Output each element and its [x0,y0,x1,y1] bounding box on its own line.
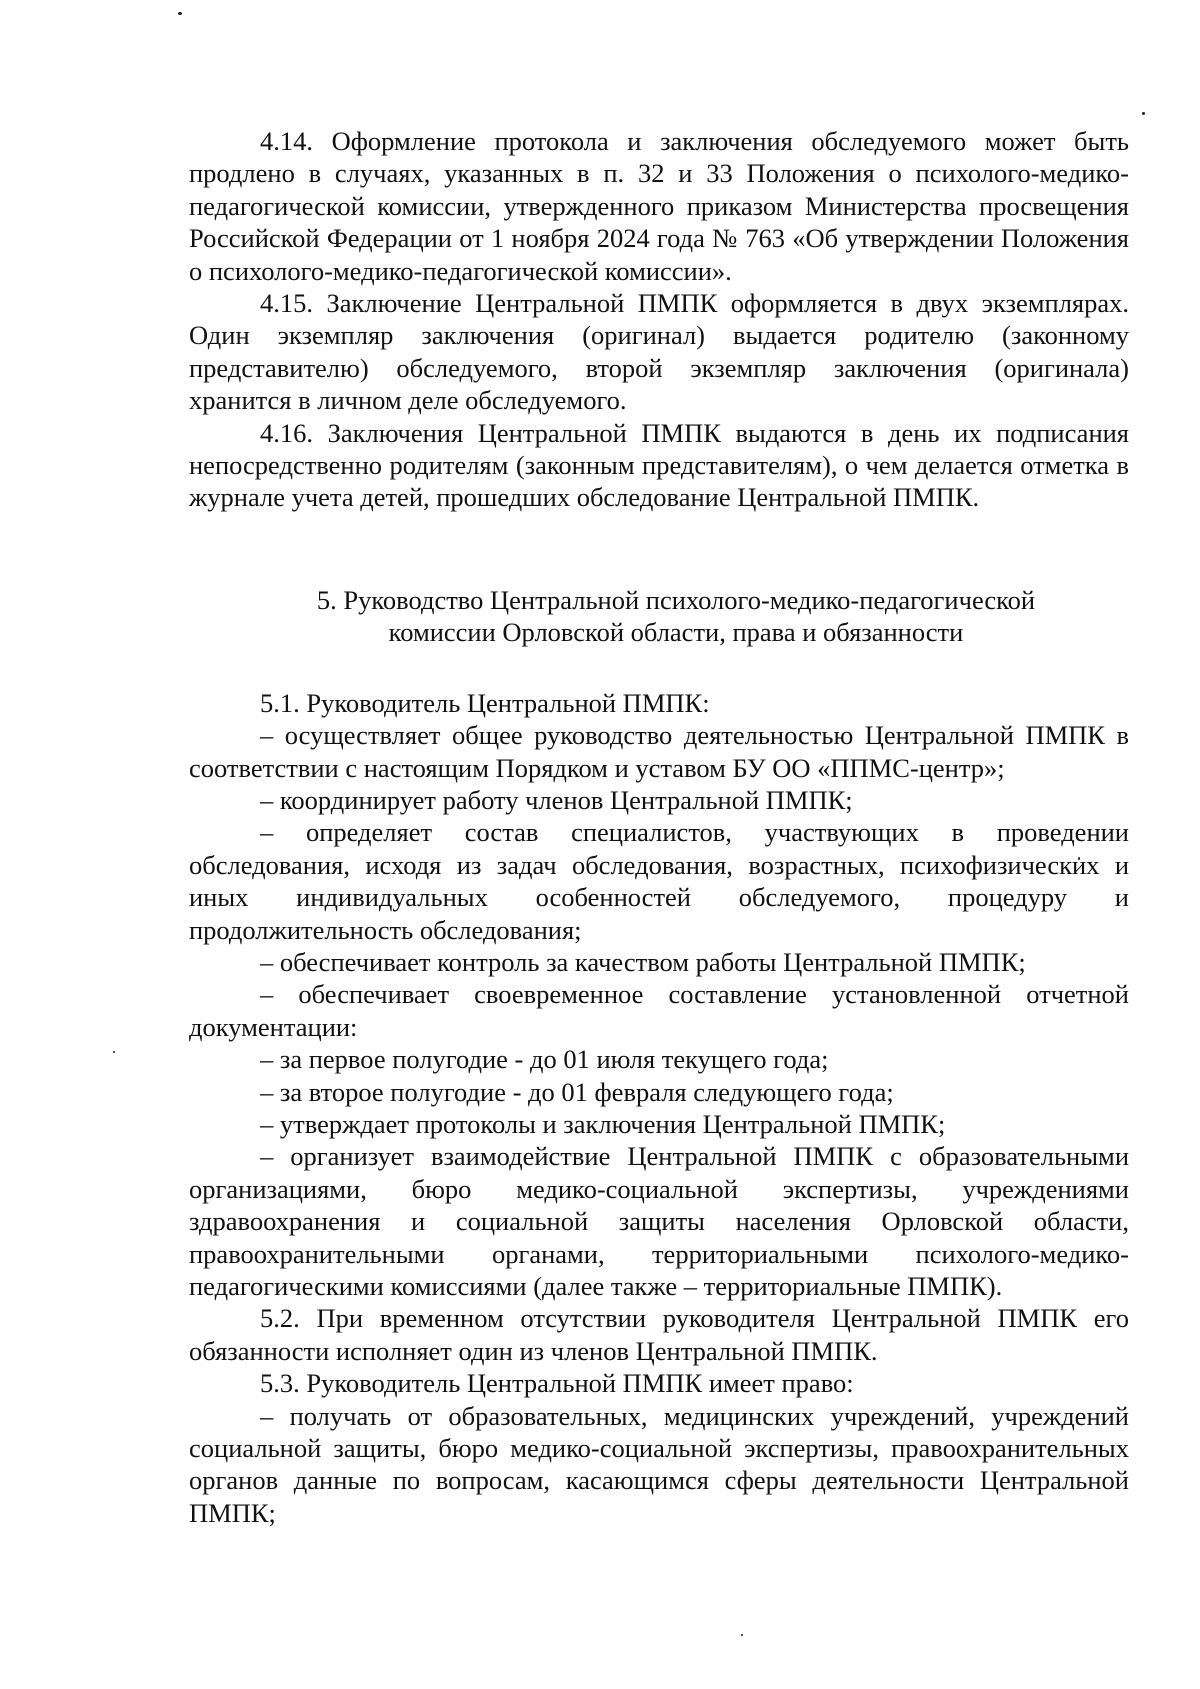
list-item-organizes-interaction: – организует взаимодействие Центральной ПМПК с образовательными организациями, бюро медико-социальной экспертизы, учреждениями здравоохранения и социальной защиты населения Орловской области, правоохранительными органами, территориальными психолого-медико-педагогическими комиссиями (далее также – территориальные ПМПК). [189,1141,1129,1301]
list-item-quality-control: – обеспечивает контроль за качеством работы Центральной ПМПК; [260,946,1026,977]
list-item-coordinates-work: – координирует работу членов Центральной ПМПК; [260,784,853,815]
section-5-heading [189,584,1129,649]
section-title-line2: комиссии Орловской области, права и обязанности [388,617,964,648]
scan-speck [113,1051,115,1053]
paragraph-5-2: 5.2. При временном отсутствии руководителя Центральной ПМПК его обязанности исполняет один из членов Центральной ПМПК. [189,1303,1129,1366]
scan-speck [1142,112,1145,115]
list-item-second-half-year: – за второе полугодие - до 01 февраля следующего года; [260,1076,894,1107]
paragraph-5-3: 5.3. Руководитель Центральной ПМПК имеет право: [260,1368,854,1399]
scan-speck [178,12,182,15]
list-item-approves-protocols: – утверждает протоколы и заключения Центральной ПМПК; [260,1108,946,1139]
list-item-receive-data: – получать от образовательных, медицинских учреждений, учреждений социальной защиты, бюро медико-социальной экспертизы, правоохранительных органов данные по вопросам, касающимся сферы деятельности Центральной ПМПК; [189,1400,1129,1528]
section-title-line1: 5. Руководство Центральной психолого-медико-педагогической [316,584,1036,615]
list-item-reporting: – обеспечивает своевременное составление установленной отчетной документации: [189,979,1129,1042]
document-body [189,125,1129,1529]
list-item-first-half-year: – за первое полугодие - до 01 июля текущего года; [260,1044,829,1075]
paragraph-4-15: 4.15. Заключение Центральной ПМПК оформляется в двух экземплярах. Один экземпляр заключения (оригинал) выдается родителю (законному представителю) обследуемого, второй экземпляр заключения (оригинала) хранится в личном деле обследуемого. [189,288,1129,416]
list-item-general-management: – осуществляет общее руководство деятельностью Центральной ПМПК в соответствии с настоящим Порядком и уставом БУ ОО «ППМС-центр»; [189,720,1129,783]
paragraph-4-16: 4.16. Заключения Центральной ПМПК выдаются в день их подписания непосредственно родителям (законным представителям), о чем делается отметка в журнале учета детей, прошедших обследование Центральной ПМПК. [189,417,1129,513]
list-item-defines-specialists: – определяет состав специалистов, участвующих в проведении обследования, исходя из задач обследования, возрастных, психофизических и иных индивидуальных особенностей обследуемого, процедуру и продолжительность обследования; [189,817,1129,945]
paragraph-4-14: 4.14. Оформление протокола и заключения обследуемого может быть продлено в случаях, указанных в п. 32 и 33 Положения о психолого-медико-педагогической комиссии, утвержденного приказом Министерства просвещения Российской Федерации от 1 ноября 2024 года № 763 «Об утверждении Положения о психолого-медико-педагогической комиссии». [189,126,1129,286]
paragraph-5-1: 5.1. Руководитель Центральной ПМПК: [260,687,710,718]
scan-speck [741,1634,743,1636]
